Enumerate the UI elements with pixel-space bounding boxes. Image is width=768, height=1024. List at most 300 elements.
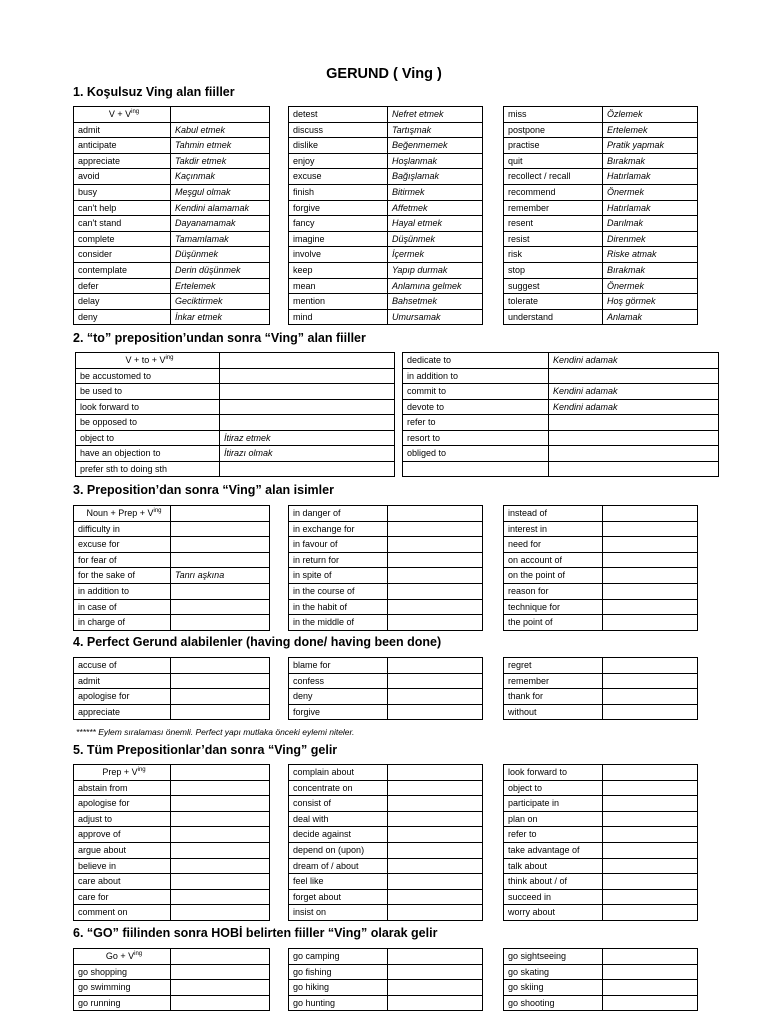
english-term: insist on [289,905,388,921]
table-row [289,122,483,138]
english-term: apologise for [74,796,171,812]
turkish-meaning [603,811,698,827]
turkish-meaning: Kendini alamamak [171,200,270,216]
english-term: recommend [504,184,603,200]
turkish-meaning [549,461,719,477]
english-term: practise [504,138,603,154]
table-row [74,153,270,169]
english-term: have an objection to [76,446,220,462]
table-row [74,278,270,294]
english-term: resist [504,231,603,247]
table-row [403,399,719,415]
english-term: confess [289,673,388,689]
section-1-table-3 [503,106,698,325]
english-term: defer [74,278,171,294]
table-row [504,231,698,247]
table-row [504,874,698,890]
table-row [74,980,270,996]
english-term: plan on [504,811,603,827]
turkish-meaning: Anlamına gelmek [388,278,483,294]
turkish-meaning: İnkar etmek [171,309,270,325]
turkish-meaning: Önermek [603,184,698,200]
turkish-meaning [171,995,270,1011]
english-term: excuse for [74,537,171,553]
english-term: be used to [76,384,220,400]
english-term: care about [74,874,171,890]
english-term: admit [74,122,171,138]
turkish-meaning: İtirazı olmak [220,446,395,462]
table-header-superscript: ing [153,508,162,514]
table-row [289,704,483,720]
english-term: admit [74,673,171,689]
section-5-table-3 [503,764,698,921]
turkish-meaning [388,796,483,812]
turkish-meaning [171,858,270,874]
english-term: go shopping [74,964,171,980]
table-row [504,122,698,138]
turkish-meaning [549,446,719,462]
english-term: in charge of [74,615,171,631]
english-term: forgive [289,704,388,720]
turkish-meaning [603,658,698,674]
turkish-meaning [603,827,698,843]
turkish-meaning [388,615,483,631]
table-row [74,216,270,232]
turkish-meaning [603,995,698,1011]
table-row [289,169,483,185]
english-term: tolerate [504,294,603,310]
turkish-meaning [388,889,483,905]
english-term: excuse [289,169,388,185]
english-term: involve [289,247,388,263]
english-term: depend on (upon) [289,842,388,858]
turkish-meaning [603,506,698,522]
english-term: keep [289,262,388,278]
table-row [403,461,719,477]
table-row [504,247,698,263]
english-term: thank for [504,689,603,705]
table-row [74,858,270,874]
turkish-meaning [171,811,270,827]
turkish-meaning [220,368,395,384]
turkish-meaning: Derin düşünmek [171,262,270,278]
english-term: understand [504,309,603,325]
turkish-meaning [388,704,483,720]
english-term: can't help [74,200,171,216]
table-row [289,278,483,294]
turkish-meaning [603,980,698,996]
table-row [504,765,698,781]
table-row [74,889,270,905]
table-row [289,309,483,325]
turkish-meaning: Özlemek [603,107,698,123]
table-row [504,216,698,232]
turkish-meaning [388,583,483,599]
table-row [289,537,483,553]
table-row [289,615,483,631]
english-term: approve of [74,827,171,843]
table-row [403,353,719,369]
table-header-blank [171,506,270,522]
table-row [504,827,698,843]
table-row [504,552,698,568]
table-row [504,949,698,965]
english-term: go swimming [74,980,171,996]
turkish-meaning: Yapıp durmak [388,262,483,278]
table-row [289,262,483,278]
english-term: in the habit of [289,599,388,615]
english-term: interest in [504,521,603,537]
table-header-blank [171,765,270,781]
table-row [289,780,483,796]
table-row [403,384,719,400]
english-term: mention [289,294,388,310]
turkish-meaning: Ertelemek [603,122,698,138]
table-row [76,368,395,384]
table-row [289,689,483,705]
table-row [74,247,270,263]
table-row [74,599,270,615]
section-6-heading: 6. “GO” fiilinden sonra HOBİ belirten fiiller “Ving” olarak gelir [73,926,438,940]
turkish-meaning: Kaçınmak [171,169,270,185]
section-5-table-2 [288,764,483,921]
english-term: busy [74,184,171,200]
english-term: go hiking [289,980,388,996]
table-row [504,780,698,796]
section-1-heading: 1. Koşulsuz Ving alan fiiller [73,85,235,99]
table-row [76,430,395,446]
section-3-table-1 [73,505,270,631]
turkish-meaning [603,964,698,980]
table-row [74,658,270,674]
english-term: consider [74,247,171,263]
section-3-table-3 [503,505,698,631]
table-row [289,796,483,812]
english-term: contemplate [74,262,171,278]
english-term: dedicate to [403,353,549,369]
table-row [289,247,483,263]
table-row [74,796,270,812]
table-row [504,169,698,185]
page-title: GERUND ( Ving ) [326,66,442,82]
turkish-meaning: Umursamak [388,309,483,325]
english-term: in addition to [403,368,549,384]
table-row [504,689,698,705]
turkish-meaning [603,704,698,720]
english-term: mind [289,309,388,325]
english-term: avoid [74,169,171,185]
english-term: for the sake of [74,568,171,584]
turkish-meaning: İtiraz etmek [220,430,395,446]
table-row [289,506,483,522]
section-4-heading: 4. Perfect Gerund alabilenler (having done/ having been done) [73,635,442,649]
table-row [74,262,270,278]
turkish-meaning [603,796,698,812]
turkish-meaning [171,842,270,858]
table-row [504,858,698,874]
table-row [74,200,270,216]
table-row [76,461,395,477]
turkish-meaning [388,811,483,827]
english-term: look forward to [504,765,603,781]
english-term: in return for [289,552,388,568]
table-row [504,796,698,812]
english-term: concentrate on [289,780,388,796]
english-term: succeed in [504,889,603,905]
turkish-meaning: Bahsetmek [388,294,483,310]
english-term: blame for [289,658,388,674]
table-row [289,184,483,200]
table-row [289,138,483,154]
turkish-meaning [171,796,270,812]
table-header-superscript: ing [137,767,146,773]
turkish-meaning [388,521,483,537]
turkish-meaning [388,568,483,584]
english-term: look forward to [76,399,220,415]
table-row [74,568,270,584]
table-row [289,294,483,310]
english-term: miss [504,107,603,123]
english-term: forgive [289,200,388,216]
turkish-meaning: İçermek [388,247,483,263]
table-row [504,262,698,278]
english-term: abstain from [74,780,171,796]
english-term: in danger of [289,506,388,522]
turkish-meaning [388,949,483,965]
turkish-meaning [220,461,395,477]
section-6-table-1 [73,948,270,1011]
english-term: object to [504,780,603,796]
table-row [74,673,270,689]
table-row [504,964,698,980]
english-term: need for [504,537,603,553]
table-row [289,827,483,843]
table-row [74,138,270,154]
turkish-meaning [171,889,270,905]
english-term: finish [289,184,388,200]
table-row [74,689,270,705]
table-row [289,842,483,858]
table-row [289,949,483,965]
table-row [289,964,483,980]
table-row [289,153,483,169]
table-header-blank [171,949,270,965]
section-2-table-2 [402,352,719,477]
section-1-table-2 [288,106,483,325]
turkish-meaning [171,905,270,921]
table-header [74,949,171,965]
table-row [504,521,698,537]
english-term: adjust to [74,811,171,827]
turkish-meaning: Hatırlamak [603,169,698,185]
table-row [504,673,698,689]
table-row [289,673,483,689]
turkish-meaning: Kendini adamak [549,384,719,400]
english-term: on account of [504,552,603,568]
table-row [504,107,698,123]
table-row [74,521,270,537]
table-row [403,446,719,462]
table-header [74,506,171,522]
perfect-gerund-note: ****** Eylem sıralaması önemli. Perfect yapı mutlaka önceki eylemi niteler. [76,727,355,737]
english-term: be opposed to [76,415,220,431]
turkish-meaning [388,964,483,980]
table-row [74,169,270,185]
table-row [403,430,719,446]
table-row [74,827,270,843]
turkish-meaning [603,858,698,874]
table-row [504,980,698,996]
english-term: go skating [504,964,603,980]
english-term: go fishing [289,964,388,980]
english-term: decide against [289,827,388,843]
table-row [289,980,483,996]
english-term: obliged to [403,446,549,462]
english-term: forget about [289,889,388,905]
turkish-meaning [388,980,483,996]
english-term: in the middle of [289,615,388,631]
table-row [504,568,698,584]
turkish-meaning [171,521,270,537]
english-term: anticipate [74,138,171,154]
turkish-meaning [603,552,698,568]
table-row [74,964,270,980]
english-term: remember [504,200,603,216]
english-term: appreciate [74,704,171,720]
table-header-superscript: ing [165,355,174,361]
table-row [74,874,270,890]
english-term: difficulty in [74,521,171,537]
turkish-meaning [388,673,483,689]
turkish-meaning: Ertelemek [171,278,270,294]
english-term: take advantage of [504,842,603,858]
table-row [74,537,270,553]
table-row [74,309,270,325]
turkish-meaning [171,704,270,720]
table-row [74,780,270,796]
table-header-blank [220,353,395,369]
table-row [289,889,483,905]
table-row [74,184,270,200]
turkish-meaning [171,615,270,631]
english-term: deal with [289,811,388,827]
turkish-meaning [603,889,698,905]
english-term: go skiing [504,980,603,996]
turkish-meaning [549,415,719,431]
table-row [504,184,698,200]
table-row [504,506,698,522]
table-row [504,811,698,827]
english-term: go sightseeing [504,949,603,965]
table-row [74,811,270,827]
table-row [289,995,483,1011]
turkish-meaning: Tartışmak [388,122,483,138]
section-5-table-1 [73,764,270,921]
turkish-meaning: Dayanamamak [171,216,270,232]
english-term: deny [289,689,388,705]
table-row [289,905,483,921]
english-term: suggest [504,278,603,294]
turkish-meaning [603,615,698,631]
turkish-meaning [603,874,698,890]
english-term: the point of [504,615,603,631]
english-term: worry about [504,905,603,921]
turkish-meaning [388,765,483,781]
table-row [74,122,270,138]
turkish-meaning: Beğenmemek [388,138,483,154]
english-term: stop [504,262,603,278]
table-row [504,905,698,921]
turkish-meaning: Kabul etmek [171,122,270,138]
english-term: regret [504,658,603,674]
table-header-label: V + V [108,109,132,119]
turkish-meaning [388,874,483,890]
section-3-heading: 3. Preposition’dan sonra “Ving” alan isimler [73,483,334,497]
table-row [504,889,698,905]
table-row [74,231,270,247]
english-term: believe in [74,858,171,874]
turkish-meaning: Hatırlamak [603,200,698,216]
turkish-meaning [388,506,483,522]
turkish-meaning: Hayal etmek [388,216,483,232]
english-term: participate in [504,796,603,812]
table-row [289,521,483,537]
turkish-meaning [603,765,698,781]
section-2-table-1 [75,352,395,477]
turkish-meaning [388,905,483,921]
turkish-meaning: Kendini adamak [549,353,719,369]
turkish-meaning [603,521,698,537]
english-term: in addition to [74,583,171,599]
turkish-meaning [388,827,483,843]
english-term: imagine [289,231,388,247]
english-term: in favour of [289,537,388,553]
turkish-meaning: Bağışlamak [388,169,483,185]
turkish-meaning: Bitirmek [388,184,483,200]
section-4-table-2 [288,657,483,720]
table-row [289,599,483,615]
turkish-meaning: Anlamak [603,309,698,325]
english-term: appreciate [74,153,171,169]
english-term: argue about [74,842,171,858]
english-term [403,461,549,477]
table-row [504,704,698,720]
table-row [76,384,395,400]
english-term: feel like [289,874,388,890]
english-term: prefer sth to doing sth [76,461,220,477]
table-header-label: Noun + Prep + V [86,508,154,518]
section-5-heading: 5. Tüm Prepositionlar’dan sonra “Ving” gelir [73,743,338,757]
table-header-blank [171,107,270,123]
turkish-meaning [171,827,270,843]
table-header-label: Go + V [105,951,135,961]
table-header [74,765,171,781]
table-row [504,309,698,325]
turkish-meaning: Önermek [603,278,698,294]
english-term: dislike [289,138,388,154]
english-term: can't stand [74,216,171,232]
english-term: devote to [403,399,549,415]
english-term: care for [74,889,171,905]
section-6-table-3 [503,948,698,1011]
english-term: delay [74,294,171,310]
table-row [504,599,698,615]
turkish-meaning [388,658,483,674]
section-3-table-2 [288,505,483,631]
turkish-meaning [388,689,483,705]
turkish-meaning [388,552,483,568]
table-row [289,107,483,123]
